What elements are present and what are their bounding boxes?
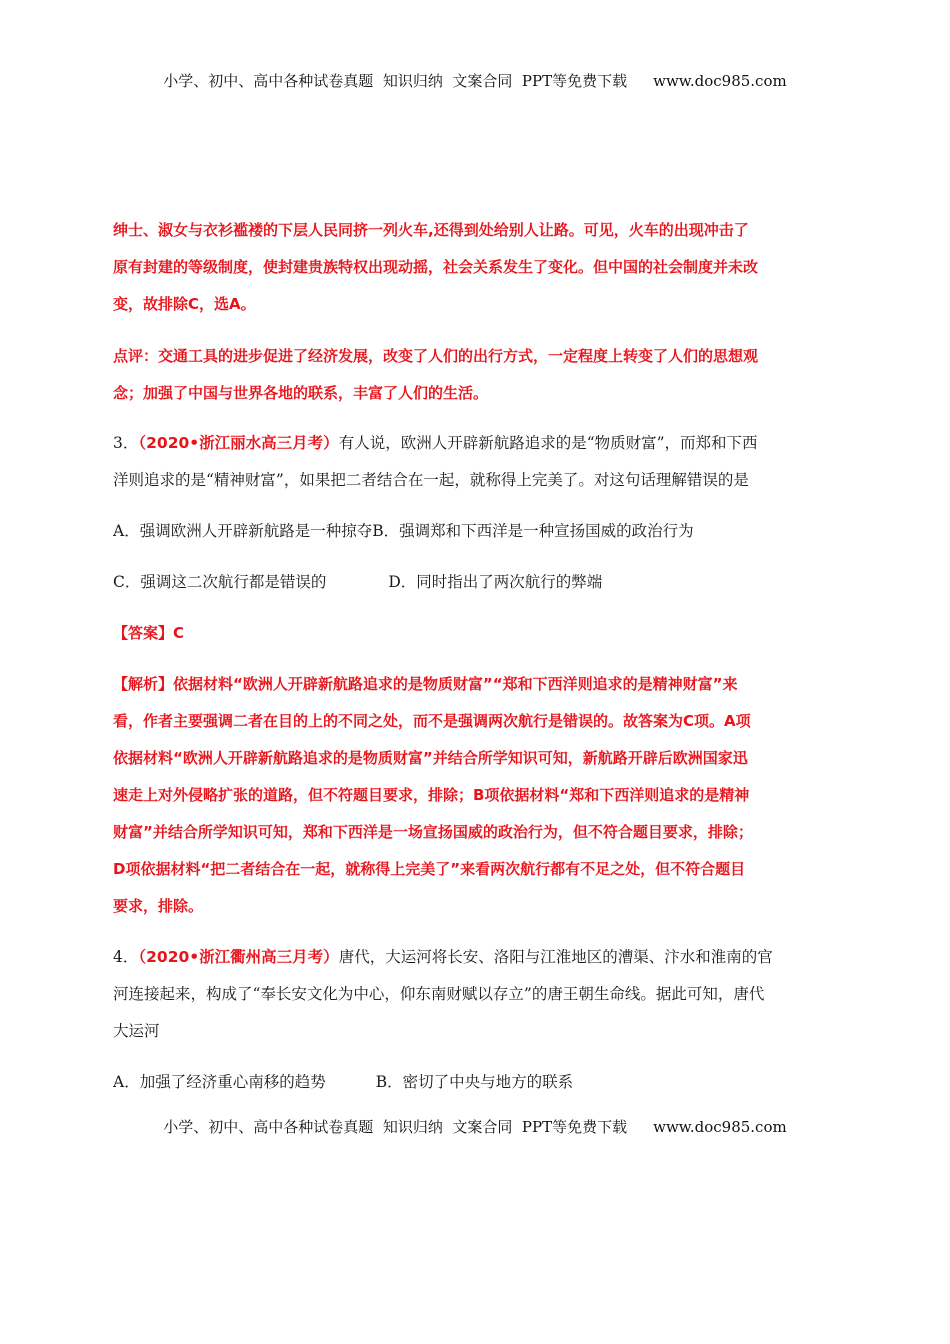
answer-label: 【答案】C <box>113 624 185 642</box>
header-text: 小学、初中、高中各种试卷真题 知识归纳 文案合同 PPT等免费下载 <box>163 72 628 90</box>
analysis-line: 【解析】依据材料“欧洲人开辟新航路追求的是物质财富”“郑和下西洋则追求的是精神财富”来 <box>113 675 738 693</box>
comment-line: 念；加强了中国与世界各地的联系，丰富了人们的生活。 <box>113 384 489 402</box>
question-3-options-cd <box>113 572 843 592</box>
question-4-stem-cont: 河连接起来，构成了“奉长安文化为中心，仰东南财赋以存立”的唐王朝生命线。据此可知，唐代 <box>113 985 765 1003</box>
analysis-line: 财富”并结合所学知识可知，郑和下西洋是一场宣扬国威的政治行为，但不符合题目要求，排除； <box>113 823 753 841</box>
analysis-line: 绅士、淑女与衣衫褴褛的下层人民同挤一列火车,还得到处给别人让路。可见，火车的出现冲击了 <box>113 221 749 239</box>
question-source: （2020•浙江丽水高三月考） <box>138 434 339 452</box>
question-text: 有人说，欧洲人开辟新航路追求的是“物质财富”，而郑和下西 <box>338 434 758 452</box>
question-number: 4． <box>113 948 139 966</box>
question-4-options-ab <box>113 1072 843 1092</box>
question-4-stem <box>113 947 843 967</box>
analysis-line: 要求，排除。 <box>113 897 204 915</box>
header-url[interactable]: www.doc985.com <box>653 72 787 90</box>
question-text: 唐代，大运河将长安、洛阳与江淮地区的漕渠、汴水和淮南的官 <box>338 948 773 966</box>
analysis-line: 速走上对外侵略扩张的道路，但不符题目要求，排除；B项依据材料“郑和下西洋则追求的是精神 <box>113 786 750 804</box>
question-source: （2020•浙江衢州高三月考） <box>138 948 339 966</box>
analysis-line: 依据材料“欧洲人开辟新航路追求的是物质财富”并结合所学知识可知，新航路开辟后欧洲国家迅 <box>113 749 748 767</box>
analysis-line: D项依据材料“把二者结合在一起，就称得上完美了”来看两次航行都有不足之处，但不符合题目 <box>113 860 746 878</box>
analysis-line: 原有封建的等级制度，使封建贵族特权出现动摇，社会关系发生了变化。但中国的社会制度并未改 <box>113 258 759 276</box>
page-footer <box>0 1116 950 1137</box>
question-3-stem <box>113 433 843 453</box>
option-b: B．密切了中央与地方的联系 <box>375 1073 574 1091</box>
question-3-stem-cont: 洋则追求的是“精神财富”，如果把二者结合在一起，就称得上完美了。对这句话理解错误的是 <box>113 471 749 489</box>
analysis-line: 变，故排除C，选A。 <box>113 295 256 313</box>
page-header <box>0 70 950 91</box>
question-4-stem-cont: 大运河 <box>113 1022 160 1040</box>
option-b: B．强调郑和下西洋是一种宣扬国威的政治行为 <box>372 522 694 540</box>
footer-text: 小学、初中、高中各种试卷真题 知识归纳 文案合同 PPT等免费下载 <box>163 1118 628 1136</box>
comment-line: 点评：交通工具的进步促进了经济发展，改变了人们的出行方式，一定程度上转变了人们的思想观 <box>113 347 759 365</box>
analysis-line: 看，作者主要强调二者在目的上的不同之处，而不是强调两次航行是错误的。故答案为C项。A项 <box>113 712 751 730</box>
footer-url[interactable]: www.doc985.com <box>653 1118 787 1136</box>
question-3-options-ab <box>113 521 843 541</box>
question-number: 3． <box>113 434 139 452</box>
option-a: A．加强了经济重心南移的趋势 <box>113 1073 326 1091</box>
option-c: C．强调这二次航行都是错误的 <box>113 573 327 591</box>
option-d: D．同时指出了两次航行的弊端 <box>388 573 603 591</box>
option-a: A．强调欧洲人开辟新航路是一种掠夺 <box>113 522 373 540</box>
